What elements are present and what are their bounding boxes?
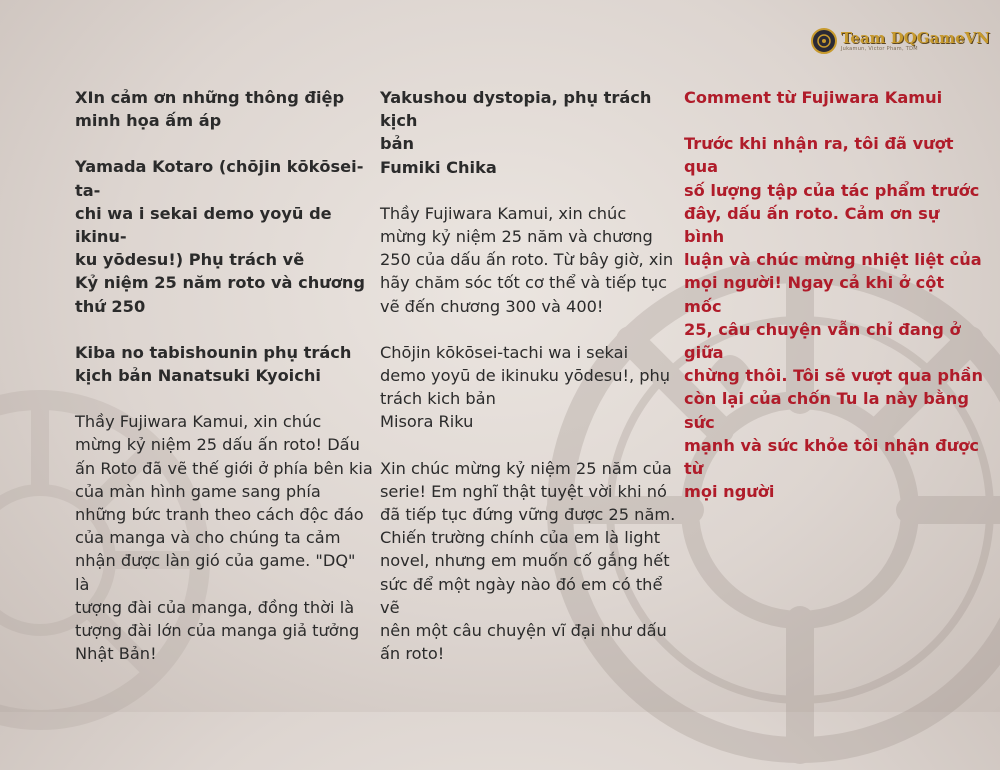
message-column-2 — [380, 86, 680, 665]
column2-message-misora: Xin chúc mừng kỷ niệm 25 năm của serie! Em nghĩ thật tuyệt vời khi nó đã tiếp tục đứng vững được 25 năm. Chiến trường chính của em là light novel, nhưng em muốn cố gắng hết sức để một ngày nào đó em có thể vẽ nên một câu chuyện vĩ đại như dấu ấn roto! — [380, 458, 676, 664]
column2-heading: Yakushou dystopia, phụ trách kịch bản Fumiki Chika — [380, 88, 652, 177]
message-column-1 — [75, 86, 375, 665]
team-logo — [811, 28, 990, 54]
column1-author-nanatsuki: Kiba no tabishounin phụ trách kịch bản Nanatsuki Kyoichi — [75, 342, 352, 386]
column1-heading: XIn cảm ơn những thông điệp minh họa ấm áp — [75, 88, 345, 131]
shield-emblem-icon — [811, 28, 837, 54]
column3-heading: Comment từ Fujiwara Kamui — [684, 88, 943, 107]
message-column-3 — [684, 86, 984, 503]
logo-title: Team DQGameVN — [840, 29, 990, 47]
column3-message: Trước khi nhận ra, tôi đã vượt qua số lượng tập của tác phẩm trước đây, dấu ấn roto. Cảm ơn sự bình luận và chúc mừng nhiệt liệt của mọi người! Ngay cả khi ở cột mốc 25, câu chuyện vẫn chỉ đang ở giữa chừng thôi. Tôi sẽ vượt qua phần còn lại của chốn Tu la này bằng sức mạnh và sức khỏe tôi nhận được từ mọi người — [684, 134, 983, 502]
logo-subtitle: Jukamun, Victor Pham, TDM — [840, 46, 918, 52]
column1-author-yamada: Yamada Kotaro (chōjin kōkōsei-ta- chi wa i sekai demo yoyū de ikinu- ku yōdesu!) Phụ trách vẽ Kỷ niệm 25 năm roto và chương thứ 250 — [75, 157, 365, 316]
column2-message-fumiki: Thầy Fujiwara Kamui, xin chúc mừng kỷ niệm 25 năm và chương 250 của dấu ấn roto. Từ bây giờ, xin hãy chăm sóc tốt cơ thể và tiếp tục vẽ đến chương 300 và 400! — [380, 203, 674, 316]
column1-message: Thầy Fujiwara Kamui, xin chúc mừng kỷ niệm 25 dấu ấn roto! Dấu ấn Roto đã vẽ thế giới ở phía bên kia của màn hình game sang phía những bức tranh theo cách độc đáo của manga và cho chúng ta cảm nhận được làn gió của game. "DQ" là tượng đài của manga, đồng thời là tượng đài lớn của manga giả tưởng Nhật Bản! — [75, 412, 373, 664]
column2-author-misora: Chōjin kōkōsei-tachi wa i sekai demo yoyū de ikinuku yōdesu!, phụ trách kich bản Misora Riku — [380, 342, 671, 432]
